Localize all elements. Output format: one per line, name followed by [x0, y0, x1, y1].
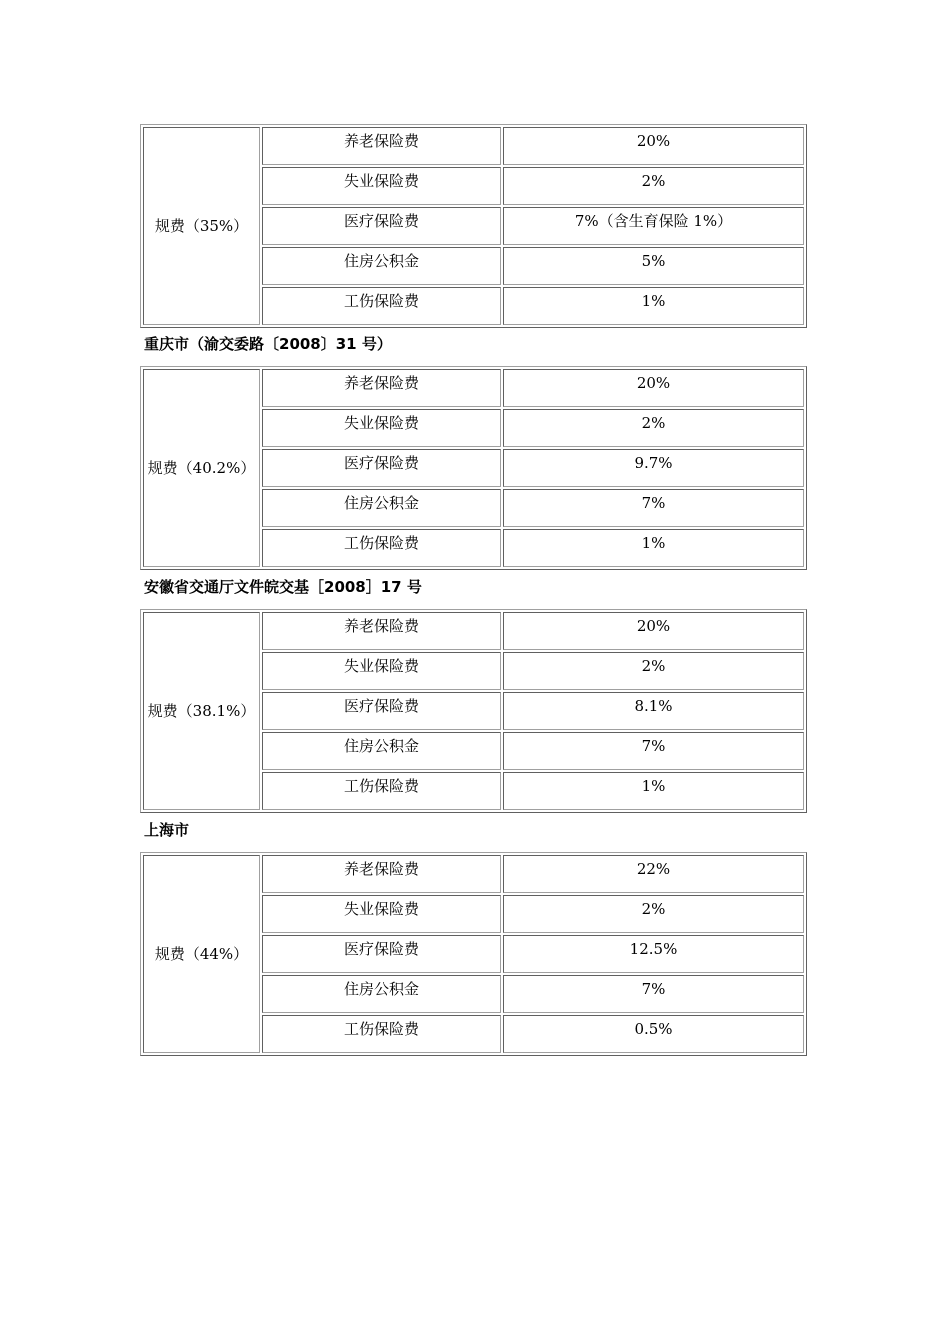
- fee-rate-cell: 7%: [503, 975, 804, 1013]
- fee-category-cell: 规费（40.2%）: [143, 369, 260, 567]
- fee-item-cell: 医疗保险费: [262, 449, 501, 487]
- table-row: [143, 612, 804, 650]
- fee-item-cell: 失业保险费: [262, 895, 501, 933]
- fee-table-section-1: [140, 124, 807, 328]
- fee-rate-cell: 20%: [503, 369, 804, 407]
- table-row: [143, 855, 804, 893]
- fee-item-cell: 失业保险费: [262, 652, 501, 690]
- table-row: [143, 369, 804, 407]
- fee-item-cell: 失业保险费: [262, 409, 501, 447]
- fee-rate-cell: 22%: [503, 855, 804, 893]
- fee-rate-cell: 5%: [503, 247, 804, 285]
- fee-category-cell: 规费（38.1%）: [143, 612, 260, 810]
- fee-table: [140, 852, 807, 1056]
- section-heading-shanghai: 上海市: [144, 821, 190, 839]
- fee-rate-cell: 2%: [503, 895, 804, 933]
- fee-rate-cell: 2%: [503, 652, 804, 690]
- fee-item-cell: 医疗保险费: [262, 207, 501, 245]
- fee-rate-cell: 2%: [503, 409, 804, 447]
- fee-item-cell: 养老保险费: [262, 369, 501, 407]
- fee-item-cell: 工伤保险费: [262, 287, 501, 325]
- fee-item-cell: 医疗保险费: [262, 935, 501, 973]
- fee-rate-cell: 9.7%: [503, 449, 804, 487]
- fee-item-cell: 住房公积金: [262, 732, 501, 770]
- fee-category-cell: 规费（44%）: [143, 855, 260, 1053]
- fee-item-cell: 住房公积金: [262, 247, 501, 285]
- fee-table-section-3: [140, 609, 807, 813]
- fee-item-cell: 工伤保险费: [262, 772, 501, 810]
- fee-item-cell: 住房公积金: [262, 489, 501, 527]
- fee-item-cell: 失业保险费: [262, 167, 501, 205]
- fee-rate-cell: 0.5%: [503, 1015, 804, 1053]
- fee-rate-cell: 8.1%: [503, 692, 804, 730]
- fee-table: [140, 124, 807, 328]
- fee-item-cell: 住房公积金: [262, 975, 501, 1013]
- fee-item-cell: 养老保险费: [262, 612, 501, 650]
- fee-rate-cell: 2%: [503, 167, 804, 205]
- fee-table: [140, 366, 807, 570]
- fee-table-section-4: [140, 852, 807, 1056]
- section-heading-chongqing: 重庆市（渝交委路〔2008〕31 号）: [144, 335, 392, 353]
- table-row: [143, 127, 804, 165]
- fee-item-cell: 养老保险费: [262, 127, 501, 165]
- fee-rate-cell: 1%: [503, 772, 804, 810]
- fee-item-cell: 工伤保险费: [262, 529, 501, 567]
- fee-rate-cell: 1%: [503, 529, 804, 567]
- fee-table: [140, 609, 807, 813]
- fee-item-cell: 工伤保险费: [262, 1015, 501, 1053]
- section-heading-anhui: 安徽省交通厅文件皖交基［2008］17 号: [144, 578, 422, 596]
- fee-rate-cell: 7%: [503, 489, 804, 527]
- fee-rate-cell: 20%: [503, 127, 804, 165]
- fee-table-section-2: [140, 366, 807, 570]
- fee-rate-cell: 20%: [503, 612, 804, 650]
- fee-item-cell: 医疗保险费: [262, 692, 501, 730]
- fee-rate-cell: 7%: [503, 732, 804, 770]
- fee-rate-cell: 12.5%: [503, 935, 804, 973]
- fee-rate-cell: 7%（含生育保险 1%）: [503, 207, 804, 245]
- fee-item-cell: 养老保险费: [262, 855, 501, 893]
- fee-rate-cell: 1%: [503, 287, 804, 325]
- fee-category-cell: 规费（35%）: [143, 127, 260, 325]
